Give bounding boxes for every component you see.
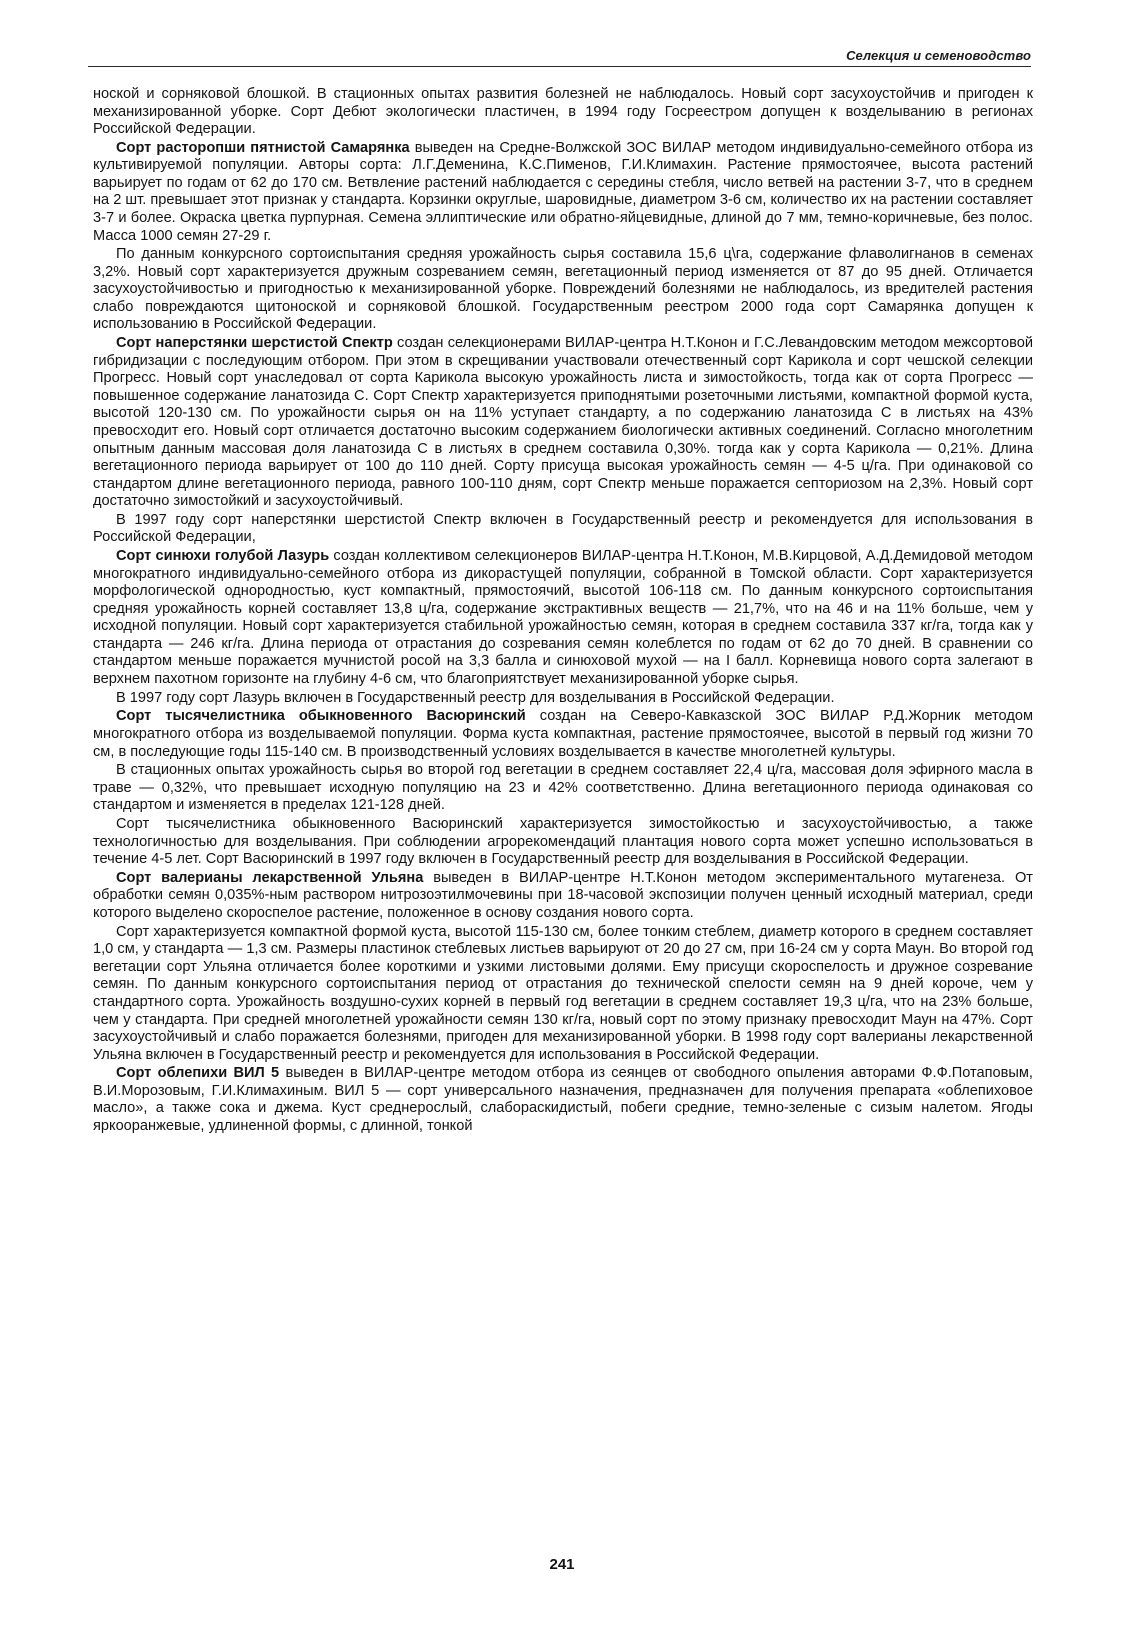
paragraph-ulyana-traits: Сорт характеризуется компактной формой куста, высотой 115-130 см, более тонким стеблем, диаметр которого в среднем составляет 1,0 см, у стандарта — 1,3 см. Размеры пластинок стеблевых листьев варьируют от 20 до 27 см, при 16-24 см у сорта Маун. Во второй год вегетации сорт Ульяна отличается более короткими и узкими листовыми долями. Ему присущи скороспелость и дружное созревание семян. По данным конкурсного сортоиспытания период от отрастания до технической спелости семян на 9 дней короче, чем у стандартного сорта. Урожайность воздушно-сухих корней в первый год вегетации в среднем составляет 19,3 ц/га, что на 23% больше, чем у стандарта. При средней многолетней урожайности семян 130 кг/га, новый сорт по этому признаку превосходит Маун на 47%. Сорт засухоустойчивый и слабо поражается болезнями, пригоден для механизированной уборки. В 1998 году сорт валерианы лекарственной Ульяна включен в Государственный реестр и рекомендуется для использования в Российской Федерации. (93, 923, 1033, 1063)
running-head: Селекция и семеноводство (846, 48, 1031, 63)
paragraph-vil5 (93, 1065, 1033, 1135)
paragraph-spektr (93, 335, 1033, 510)
paragraph-vasyurinsky-registry: Сорт тысячелистника обыкновенного Васюринский характеризуется зимостойкостью и засухоустойчивостью, а также технологичностью для возделывания. При соблюдении агрорекомендаций плантация нового сорта может успешно использоваться в течение 4-5 лет. Сорт Васюринский в 1997 году включен в Государственный реестр для возделывания в Российской Федерации. (93, 816, 1033, 868)
paragraph-lazur (93, 548, 1033, 688)
paragraph-lazur-registry: В 1997 году сорт Лазурь включен в Государственный реестр для возделывания в Российской Федерации. (116, 689, 835, 706)
paragraph-text: создан селекционерами ВИЛАР-центра Н.Т.Конон и Г.С.Левандовским методом межсортовой гибридизации с последующим отбором. При этом в скрещивании участвовали отечественный сорт Карикола и сорт чешской селекции Прогресс. Новый сорт унаследовал от сорта Карикола высокую урожайность листа и зимостойкость, тогда как от сорта Прогресс — повышенное содержание ланатозида С. Сорт Спектр характеризуется приподнятыми розеточными листьями, компактной формой куста, высотой 120-130 см. По урожайности сырья он на 11% уступает стандарту, а по содержанию ланатозида С в листьях на 43% превосходит его. Новый сорт отличается достаточно высоким содержанием биологически активных соединений. Согласно многолетним опытным данным массовая доля ланатозида С в листьях в среднем составила 0,30%. тогда как у сорта Карикола — 0,21%. Длина вегетационного периода варьирует от 100 до 110 дней. Сорту присуща высокая урожайность семян — 4-5 ц/га. При одинаковой со стандартом длине вегетационного периода, равного 100-110 дням, сорт Спектр меньше поражается септориозом на 2,3%. Новый сорт достаточно зимостойкий и засухоустойчивый. (93, 335, 1034, 510)
variety-heading-vil5: Сорт облепихи ВИЛ 5 (116, 1065, 280, 1082)
paragraph-samaryanka (93, 140, 1033, 245)
paragraph-text: выведен на Средне-Волжской ЗОС ВИЛАР методом индивидуально-семейного отбора из культивируемой популяции. Авторы сорта: Л.Г.Деменина, К.С.Пименов, Г.И.Климахин. Растение прямостоячее, высота растений варьирует по годам от 62 до 170 см. Ветвление растений наблюдается с середины стебля, число ветвей на растении 3-7, что в среднем на 2 шт. превышает этот признак у стандарта. Корзинки округлые, шаровидные, диаметром 3-6 см, количество их на растении составляет 3-7 и более. Окраска цветка пурпурная. Семена эллиптические или обратно-яйцевидные, длиной до 7 мм, темно-коричневые, без полос. Масса 1000 семян 27-29 г. (93, 139, 1033, 244)
article-body (93, 86, 1033, 1137)
paragraph-text: создан на Северо-Кавказской ЗОС ВИЛАР Р.Д.Жорник методом многократного отбора из возделываемой популяции. Форма куста компактная, растение прямостоячее, высотой в первый год жизни 70 см, в последующие годы 115-140 см. В производственный условиях возделывается в качестве многолетней культуры. (93, 708, 1033, 760)
paragraph-vasyurinsky-yield: В стационных опытах урожайность сырья во второй год вегетации в среднем составляет 22,4 ц/га, массовая доля эфирного масла в траве — 0,32%, что превышает исходную популяцию на 23 и 42% соответственно. Длина вегетационного периода одинаковая со стандартом и изменяется в пределах 121-128 дней. (93, 762, 1033, 814)
paragraph-samaryanka-trials: По данным конкурсного сортоиспытания средняя урожайность сырья составила 15,6 ц\га, содержание флаволигнанов в семенах 3,2%. Новый сорт характеризуется дружным созреванием семян, вегетационный период изменяется от 87 до 95 дней. Отличается засухоустойчивостью и пригодностью к механизированной уборке. Повреждений болезнями не наблюдалось, из вредителей растения слабо повреждаются щитоноской и сорняковой блошкой. Государственным реестром 2000 года сорт Самарянка допущен к использованию в Российской Федерации. (93, 246, 1033, 333)
paragraph-text: создан коллективом селекционеров ВИЛАР-центра Н.Т.Конон, М.В.Кирцовой, А.Д.Демидовой методом многократного индивидуально-семейного отбора из дикорастущей популяции, собранной в Томской области. Сорт характеризуется морфологической однородностью, куст компактный, прямостоячий, высотой 106-118 см. По данным конкурсного сортоиспытания средняя урожайность корней составляет 13,8 ц/га, содержание экстрактивных веществ — 21,7%, что на 46 и на 11% больше, чем у исходной популяции. Новый сорт характеризуется стабильной урожайностью семян, которая в среднем составила 337 кг/га, тогда как у стандарта — 246 кг/га. Длина периода от отрастания до созревания семян колеблется по годам от 62 до 70 дней. В сравнении со стандартом меньше поражается мучнистой росой на 3,3 балла и синюховой мухой — на I балл. Корневища нового сорта залегают в верхнем пахотном горизонте на глубину 4-6 см, что благоприятствует механизированной уборке сырья. (93, 548, 1033, 687)
paragraph-spektr-registry: В 1997 году сорт наперстянки шерстистой Спектр включен в Государственный реестр и рекомендуется для использования в Российской Федерации, (93, 511, 1033, 546)
variety-heading-vasyurinsky: Сорт тысячелистника обыкновенного Васюринский (116, 708, 526, 725)
variety-heading-samaryanka: Сорт расторопши пятнистой Самарянка (116, 139, 410, 156)
paragraph-debut-continuation: ноской и сорняковой блошкой. В стационных опытах развития болезней не наблюдалось. Новый сорт засухоустойчив и пригоден к механизированной уборке. Сорт Дебют экологически пластичен, в 1994 году Госреестром допущен к возделыванию в регионах Российской Федерации. (93, 86, 1033, 138)
paragraph-text: выведен в ВИЛАР-центре методом отбора из сеянцев от свободного опыления авторами Ф.Ф.Потаповым, В.И.Морозовым, Г.И.Климахиным. ВИЛ 5 — сорт универсального назначения, предназначен для получения препарата «облепиховое масло», а также сока и джема. Куст среднерослый, слабораскидистый, побеги средние, темно-зеленые с сизым налетом. Ягоды яркооранжевые, удлиненной формы, с длинной, тонкой (93, 1065, 1033, 1134)
header-rule (88, 66, 1031, 67)
variety-heading-lazur: Сорт синюхи голубой Лазурь (116, 548, 330, 565)
paragraph-vasyurinsky (93, 708, 1033, 761)
paragraph-text: выведен в ВИЛАР-центре Н.Т.Конон методом экспериментального мутагенеза. От обработки семян 0,035%-ным раствором нитрозоэтилмочевины при 18-часовой экспозиции получен ценный исходный материал, среди которого выделено скороспелое растение, положенное в основу создания нового сорта. (93, 869, 1033, 922)
variety-heading-ulyana: Сорт валерианы лекарственной Ульяна (116, 869, 424, 886)
variety-heading-spektr: Сорт наперстянки шерстистой Спектр (116, 335, 393, 352)
paragraph-ulyana (93, 870, 1033, 923)
page-number: 241 (549, 1556, 575, 1573)
